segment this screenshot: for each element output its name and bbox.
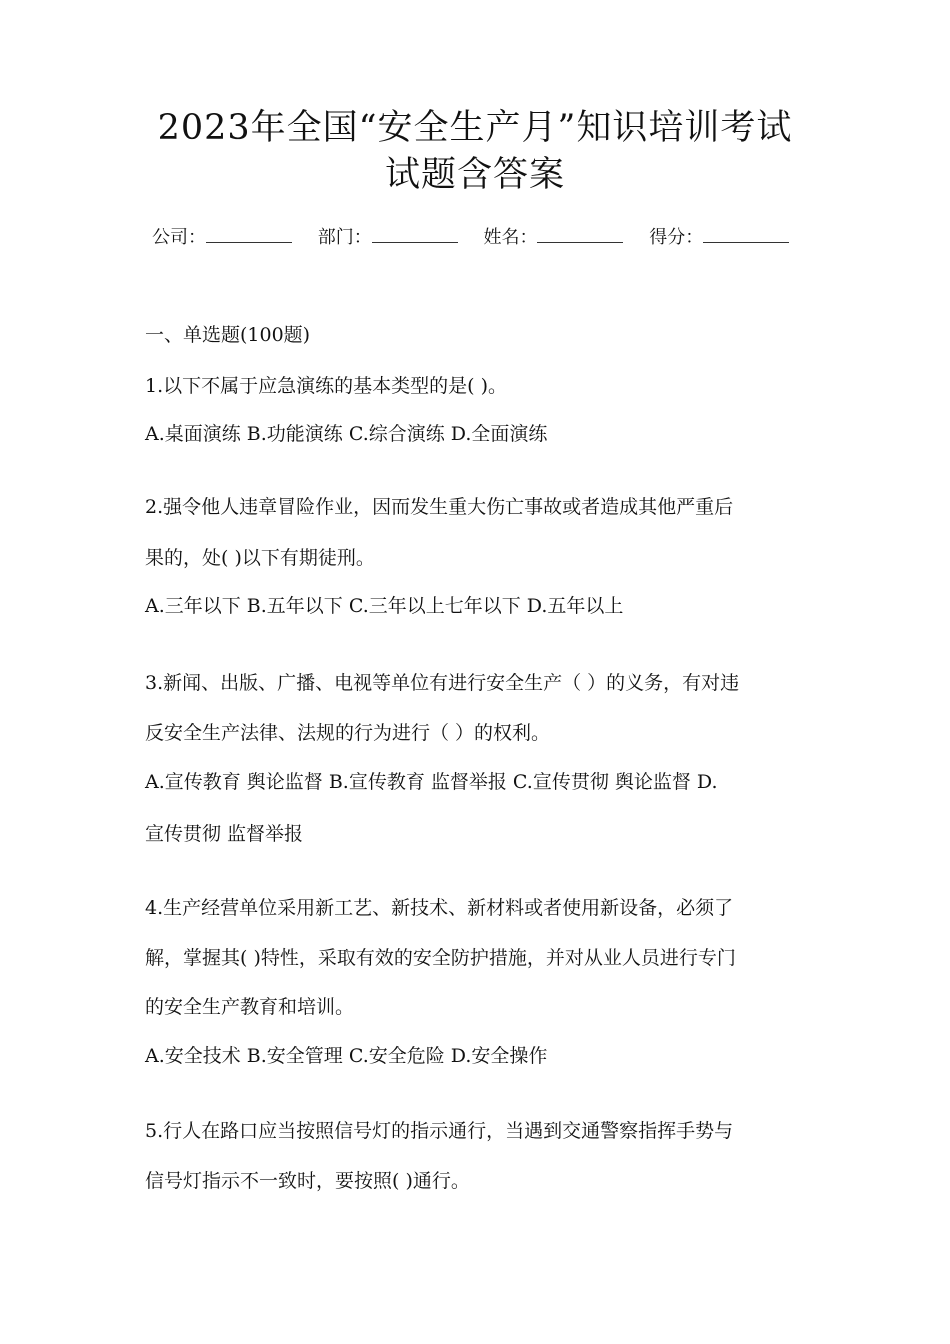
score-field (649, 224, 789, 252)
score-label: 得分： (649, 227, 704, 248)
department-field (318, 224, 478, 252)
question-3-stem-line-1: 3.新闻、出版、广播、电视等单位有进行安全生产（ ）的义务，有对违 (145, 672, 740, 694)
department-label: 部门： (317, 227, 372, 248)
name-field (483, 224, 643, 252)
info-fields (152, 224, 812, 252)
question-5-stem-line-1: 5.行人在路口应当按照信号灯的指示通行，当遇到交通警察指挥手势与 (145, 1120, 734, 1142)
company-label: 公司： (152, 227, 206, 248)
question-1-options-line-1: A.桌面演练 B.功能演练 C.综合演练 D.全面演练 (145, 423, 548, 445)
question-4-stem-line-1: 4.生产经营单位采用新工艺、新技术、新材料或者使用新设备，必须了 (145, 897, 734, 919)
question-2-options-line-1: A.三年以下 B.五年以下 C.三年以上七年以下 D.五年以上 (145, 595, 624, 617)
page-title: 2023年全国“安全生产月”知识培训考试 (157, 108, 793, 148)
question-4-stem-line-2: 解，掌握其( )特性，采取有效的安全防护措施，并对从业人员进行专门 (145, 947, 736, 969)
question-3-options-line-2: 宣传贯彻 监督举报 (145, 823, 304, 845)
page-subtitle: 试题含答案 (384, 155, 565, 195)
score-blank[interactable] (703, 224, 789, 243)
section-heading: 一、单选题(100题) (145, 324, 311, 346)
question-4-stem-line-3: 的安全生产教育和培训。 (145, 996, 355, 1018)
company-field (152, 224, 312, 252)
question-4-options-line-1: A.安全技术 B.安全管理 C.安全危险 D.安全操作 (145, 1045, 548, 1067)
question-3-stem-line-2: 反安全生产法律、法规的行为进行（ ）的权利。 (145, 722, 551, 744)
question-3-options-line-1: A.宣传教育 舆论监督 B.宣传教育 监督举报 C.宣传贯彻 舆论监督 D. (145, 771, 718, 793)
company-blank[interactable] (206, 224, 292, 243)
name-label: 姓名： (483, 227, 538, 248)
name-blank[interactable] (537, 224, 623, 243)
question-5-stem-line-2: 信号灯指示不一致时，要按照( )通行。 (145, 1170, 470, 1192)
question-2-stem-line-1: 2.强令他人违章冒险作业，因而发生重大伤亡事故或者造成其他严重后 (145, 496, 734, 518)
question-1-stem-line-1: 1.以下不属于应急演练的基本类型的是( )。 (145, 375, 507, 397)
department-blank[interactable] (372, 224, 458, 243)
question-2-stem-line-2: 果的，处( )以下有期徒刑。 (145, 547, 375, 569)
